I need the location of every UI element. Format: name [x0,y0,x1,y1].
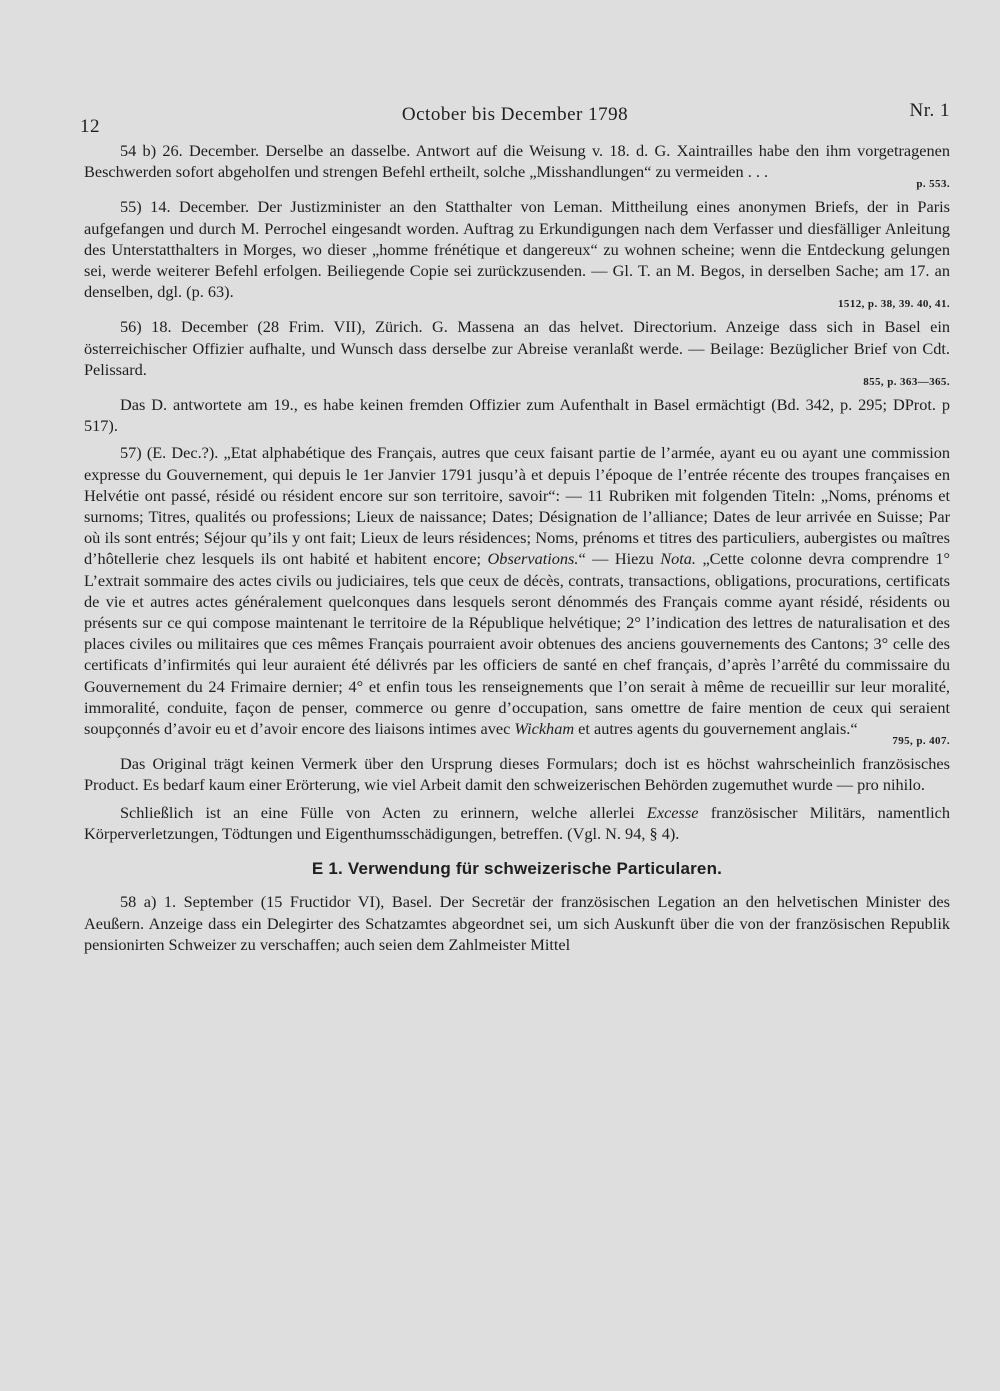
page-reference: 1512, p. 38, 39. 40, 41. [838,298,950,311]
page-number: 12 [80,116,100,137]
entry-56 [84,316,950,388]
italic-term: Nota. [660,549,696,569]
entry-text: “ — Hiezu [578,549,654,569]
section-heading: E 1. Verwendung für schweizerische Particularen. [311,859,723,879]
running-title: October bis December 1798 [401,104,629,125]
italic-term: Excesse [646,802,699,822]
entry-text: 57) (E. Dec.?). „Etat alphabétique des Français, autres que ceux faisant partie de l’armée, ayant eu ou ayant une commission expresse du Gouvernement, qui depuis le 1er Janvier 1791 jusqu’à et depuis l’époque de l’entrée récente des troupes françaises en Helvétie ont passé, résidé ou résident encore sur son territoire, savoir“: — 11 Rubriken mit folgenden Titeln: „Noms, prénoms et surnoms; Titres, qualités ou professions; Lieux de naissance; Dates; Désignation de l’alliance; Dates de leur arrivée en Suisse; Par où ils sont entrés; Séjour qu’ils y ont fait; Lieux de leurs résidences; Noms, prénoms et titres des particuliers, aubergistes ou maîtres d’hôtellerie chez lesquels ils ont habité et habitent encore; [84,443,950,569]
body-text [84,140,950,961]
paragraph-text: Schließlich ist an eine Fülle von Acten zu erinnern, welche allerlei [120,802,647,822]
page-reference: p. 553. [916,178,950,191]
entry-text: et autres agents du gouvernement anglais.“ [574,719,858,739]
entry-55 [84,196,950,310]
entry-56-note: Das D. antwortete am 19., es habe keinen fremden Offizier zum Aufenthalt in Basel ermächtigt (Bd. 342, p. 295; DProt. p 517). [84,395,950,436]
paragraph-original: Das Original trägt keinen Vermerk über den Ursprung dieses Formulars; doch ist es höchst wahrscheinlich französisches Product. Es bedarf kaum einer Erörterung, wie viel Arbeit damit den schweizerischen Behörden zugemuthet wurde — pro nihilo. [84,754,950,795]
italic-term: Wickham [514,719,575,739]
entry-text: 55) 14. December. Der Justizminister an den Statthalter von Leman. Mittheilung eines anonymen Briefs, der in Paris aufgefangen und durch M. Perrochel eingesandt worden. Auftrag zu Erkundigungen nach dem Verfasser und diesfälliger Anleitung des Unterstatthalters in Morges, wo dieser „homme frénétique et dangereux“ zu wohnen scheine; wenn die Entdeckung gelungen sei, werde weiterer Befehl erfolgen. Beiliegende Copie sei zurückzusenden. — Gl. T. an M. Begos, in derselben Sache; am 17. an denselben, dgl. (p. 63). [84,197,950,302]
entry-text: 56) 18. December (28 Frim. VII), Zürich. G. Massena an das helvet. Directorium. Anzeige dass sich in Basel ein österreichischer Offizier aufhalte, und Wunsch dass derselbe zur Abreise veranlaßt werde. — Beilage: Bezüglicher Brief von Cdt. Pelissard. [84,317,950,379]
entry-text: „Cette colonne devra comprendre 1° L’extrait sommaire des actes civils ou judiciaires, tels que ceux de décès, contrats, transactions, obligations, procurations, certificats de vie et autres actes généralement quelconques dans lesquels seront dénommés des Français comme ayant résidé, résidents ou présents sur ce qui compose maintenant le territoire de la République helvétique; 2° l’indication des lettres de naturalisation et des places civiles ou militaires que ces mêmes Français pourraient avoir obtenues des anciens gouvernements des Cantons; 3° celle des certificats d’infirmités qui leur auraient été délivrés par les officiers de santé en chef français, d’après l’arrêté du commissaire du Gouvernement du 24 Frimaire dernier; 4° et enfin tous les renseignements que l’on serait à même de recueillir sur leur moralité, immoralité, conduite, façon de penser, commerce ou genre d’occupation, sans omettre de faire mention de ceux qui seraient soupçonnés d’avoir eu et d’avoir encore des liaisons intimes avec [84,549,950,739]
page-reference: 795, p. 407. [892,735,950,748]
entry-58a: 58 a) 1. September (15 Fructidor VI), Basel. Der Secretär der französischen Legation an den helvetischen Minister des Aeußern. Anzeige dass ein Delegirter des Schatzamtes abgeordnet sei, um sich Auskunft über die von der französischen Republik pensionirten Schweizer zu verschaffen; auch seien dem Zahlmeister Mittel [84,892,950,954]
italic-term: Observations. [487,549,579,569]
page-reference: 855, p. 363—365. [863,376,950,389]
entry-54b [84,140,950,190]
running-head [80,100,950,137]
issue-number: Nr. 1 [909,100,950,121]
entry-57 [84,442,950,747]
paragraph-text: französischer Militärs, namentlich Körperverletzungen, Tödtungen und Eigenthumsschädigungen, betreffen. (Vgl. N. 94, § 4). [84,802,950,843]
paragraph-excesse [84,802,950,844]
entry-text: 54 b) 26. December. Derselbe an dasselbe. Antwort auf die Weisung v. 18. d. G. Xaintrailles habe den ihm vorgetragenen Beschwerden sofort abgeholfen und strengen Befehl ertheilt, solche „Misshandlungen“ zu vermeiden . . . [84,141,950,182]
